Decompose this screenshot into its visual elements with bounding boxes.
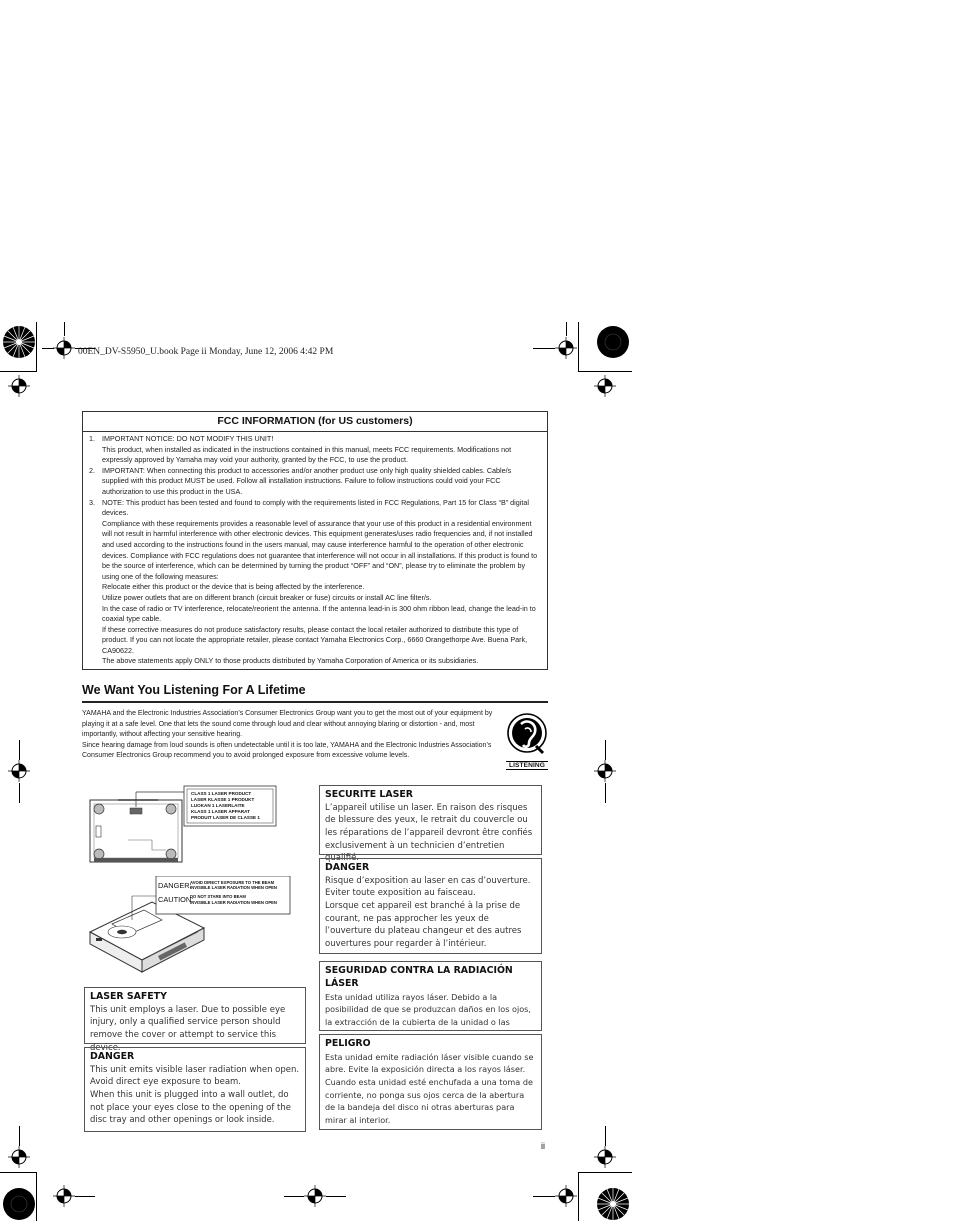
crosshair-icon (53, 1185, 75, 1207)
lifetime-paragraph: YAMAHA and the Electronic Industries Association’s Consumer Electronics Group want you to get the most out of your equipment by playing it at a safe level. One that lets the sound come through loud and clear without annoying blaring or distortion - and, most importantly, without affecting your sensitive hearing. (82, 710, 493, 739)
crosshair-icon (304, 1185, 326, 1207)
crosshair-icon (8, 1146, 30, 1168)
box-title: PELIGRO (325, 1038, 371, 1049)
lifetime-paragraph: Since hearing damage from loud sounds is often undetectable until it is too late, YAMAHA and the Electronic Industries Association’s Consumer Electronics Group recommend you to avoid prolonged exposure from excessive volume levels. (82, 741, 492, 760)
crosshair-icon (555, 1185, 577, 1207)
fcc-paragraph: If these corrective measures do not produce satisfactory results, please contact the local retailer authorized to distribute this type of product. If you can not locate the appropriate retailer, please contact Yamaha Electronics Corp., 6660 Orangethorpe Ave. Buena Park, CA90622. (102, 624, 528, 655)
fcc-body (83, 432, 547, 667)
danger-box-fr (319, 858, 542, 954)
warning-line: AVOID DIRECT EXPOSURE TO THE BEAM (190, 880, 275, 885)
fcc-item (89, 434, 539, 466)
warning-line: DO NOT STARE INTO BEAM (190, 894, 246, 900)
crosshair-icon (594, 760, 616, 782)
label-line: CLASS 1 LASER PRODUCT (191, 791, 252, 796)
box-text: This unit employs a laser. Due to possible eye injury, only a qualified service person should remove the cover or attempt to service this device. (90, 1004, 286, 1053)
crosshair-icon (8, 760, 30, 782)
fcc-paragraph: Relocate either this product or the device that is being affected by the interference. (102, 582, 365, 592)
securite-laser-box (319, 785, 542, 864)
lifetime-title: We Want You Listening For A Lifetime (82, 683, 306, 697)
fcc-paragraph: IMPORTANT: When connecting this product to accessories and/or another product use only high quality shielded cables. Cable/s supplied with this product MUST be used. Follow all installation instructions. Failure to follow instructions could void your FCC authorization to use this product in the USA. (102, 465, 512, 496)
box-title: DANGER (90, 1051, 135, 1062)
danger-box-en (84, 1047, 306, 1132)
laser-class-label (191, 791, 273, 821)
lifetime-body (82, 709, 502, 762)
crosshair-icon (555, 337, 577, 359)
box-title: SECURITE LASER (325, 789, 414, 800)
fcc-paragraph: This product, when installed as indicated in the instructions contained in this manual, meets FCC requirements. Modifications not expressly approved by Yamaha may void your authority, granted by the FCC, to use the product. (102, 444, 512, 465)
warning-line: INVISIBLE LASER RADIATION WHEN OPEN (190, 885, 277, 891)
print-header-line: 00EN_DV-S5950_U.book Page ii Monday, June 12, 2006 4:42 PM (78, 347, 334, 357)
registration-rosette-icon (596, 1187, 630, 1221)
label-line: LUOKAN 1 LASERLAITE (191, 803, 245, 808)
warning-label (158, 880, 290, 905)
fcc-paragraph: Compliance with these requirements provides a reasonable level of assurance that your use of this product in a residential environment will not result in harmful interference with other electronic devices. This equipment generates/uses radio frequencies and, if not installed and used according to the instructions found in the users manual, may cause interference harmful to the operation of other electronic devices. Compliance with FCC regulations does not guarantee that interference will not occur in all installations. If this product is found to be the source of interference, which can be determined by turning the product “OFF” and “ON”, please try to eliminate the problem by using one of the following measures: (102, 518, 538, 581)
crosshair-icon (8, 375, 30, 397)
box-text: Esta unidad utiliza rayos láser. Debido a la posibilidad de que se produzcan daños en los ojos, la extracción de la cubierta de la unidad o las (325, 991, 531, 1027)
fcc-paragraph: NOTE: This product has been tested and found to comply with the requirements listed in FCC Regulations, Part 15 for Class “B” digital devices. (102, 497, 529, 518)
fcc-item-number: 3. (89, 497, 95, 507)
fcc-item (89, 498, 539, 668)
danger-word: DANGER: (158, 880, 192, 890)
fcc-paragraph: Utilize power outlets that are on different branch (circuit breaker or fuse) circuits or install AC line filter/s. (102, 592, 432, 602)
label-line: PRODUIT LASER DE CLASSE 1 (191, 815, 260, 820)
fcc-title: FCC INFORMATION (for US customers) (83, 412, 547, 432)
fcc-paragraph: IMPORTANT NOTICE: DO NOT MODIFY THIS UNIT! (102, 434, 274, 443)
box-text: Lorsque cet appareil est branché à la prise de courant, ne pas approcher les yeux de l’ouverture du plateau changeur et des autres ouvertures pour regarder à l’intérieur. (325, 900, 522, 949)
registration-target-icon (596, 325, 630, 359)
crosshair-icon (53, 337, 75, 359)
peligro-box (319, 1034, 542, 1130)
page-number: ii (541, 1141, 545, 1151)
fcc-information-box (82, 411, 548, 670)
caution-word: CAUTION: (158, 895, 194, 905)
fcc-paragraph: The above statements apply ONLY to those products distributed by Yamaha Corporation of America or its subsidiaries. (102, 656, 479, 666)
seguridad-box (319, 961, 542, 1031)
warning-line: INVISIBLE LASER RADIATION WHEN OPEN (190, 899, 277, 905)
label-line: KLASS 1 LASER APPARAT (191, 809, 250, 814)
crosshair-icon (594, 375, 616, 397)
crosshair-icon (594, 1146, 616, 1168)
box-text: Risque d’exposition au laser en cas d’ouverture. Eviter toute exposition au faisceau. (325, 875, 531, 899)
section-divider (82, 701, 548, 703)
registration-target-icon (2, 1187, 36, 1221)
fcc-item (89, 466, 539, 498)
label-line: LASER KLASSE 1 PRODUKT (191, 797, 255, 802)
fcc-item-number: 1. (89, 434, 95, 443)
logo-text: LISTENING (506, 761, 548, 770)
box-text: L’appareil utilise un laser. En raison des risques de blessure des yeux, le retrait du couvercle ou les réparations de l’appareil devront être confiés exclusivement à un technicien d’entretien qualifié. (325, 802, 533, 864)
box-title: LASER SAFETY (90, 991, 167, 1002)
listening-logo (506, 712, 548, 769)
fcc-paragraph: In the case of radio or TV interference, relocate/reorient the antenna. If the antenna lead-in is 300 ohm ribbon lead, change the lead-in to coaxial type cable. (102, 603, 536, 624)
box-title: SEGURIDAD CONTRA LA RADIACIÓN LÁSER (325, 965, 513, 989)
ear-logo-icon (506, 712, 548, 756)
laser-safety-box (84, 987, 306, 1053)
box-text: When this unit is plugged into a wall outlet, do not place your eyes close to the opening of the disc tray and other openings or look inside. (90, 1089, 292, 1126)
registration-rosette-icon (2, 325, 36, 359)
box-text: This unit emits visible laser radiation when open. Avoid direct eye exposure to beam. (90, 1064, 300, 1088)
box-title: DANGER (325, 862, 370, 873)
fcc-item-number: 2. (89, 465, 95, 475)
box-text: Esta unidad emite radiación láser visible cuando se abre. Evite la exposición directa a los rayos láser. Cuando esta unidad esté enchufada a una toma de corriente, no ponga sus ojos cerca de la abertura de la bandeja del disco ni otras aberturas para mirar al interior. (325, 1051, 534, 1125)
